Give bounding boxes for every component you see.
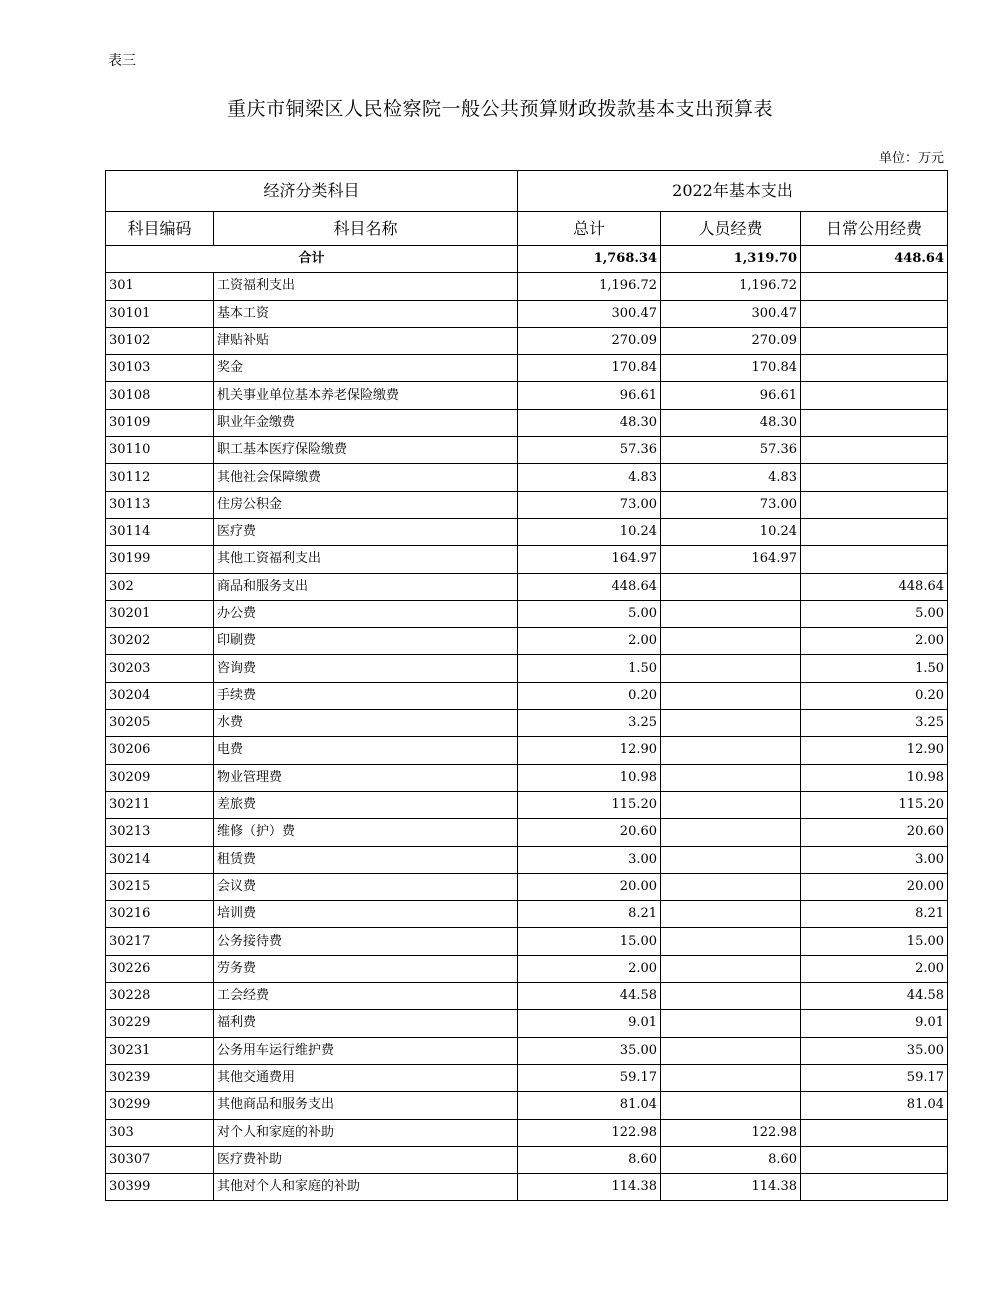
table-row [106, 1064, 948, 1091]
total-total: 1,768.34 [518, 246, 661, 273]
row-personnel: 1,196.72 [661, 273, 801, 300]
row-public [801, 300, 948, 327]
row-name: 商品和服务支出 [214, 573, 518, 600]
row-personnel: 57.36 [661, 437, 801, 464]
table-row [106, 518, 948, 545]
row-public [801, 491, 948, 518]
row-personnel [661, 1037, 801, 1064]
row-code: 30202 [106, 628, 214, 655]
row-personnel [661, 928, 801, 955]
row-code: 30211 [106, 791, 214, 818]
row-total: 3.00 [518, 846, 661, 873]
row-public: 35.00 [801, 1037, 948, 1064]
row-name: 维修（护）费 [214, 819, 518, 846]
table-row [106, 791, 948, 818]
column-header-public: 日常公用经费 [801, 212, 948, 246]
table-row [106, 300, 948, 327]
row-public [801, 518, 948, 545]
table-row [106, 983, 948, 1010]
row-name: 其他工资福利支出 [214, 546, 518, 573]
row-total: 170.84 [518, 355, 661, 382]
row-personnel [661, 1064, 801, 1091]
table-number-label: 表三 [108, 53, 136, 69]
row-personnel: 114.38 [661, 1174, 801, 1201]
row-name: 职工基本医疗保险缴费 [214, 437, 518, 464]
row-code: 30103 [106, 355, 214, 382]
row-public [801, 1174, 948, 1201]
table-row [106, 819, 948, 846]
row-public: 81.04 [801, 1092, 948, 1119]
header-basic-expenditure-2022: 2022年基本支出 [518, 171, 948, 212]
row-total: 9.01 [518, 1010, 661, 1037]
row-code: 301 [106, 273, 214, 300]
table-row [106, 600, 948, 627]
row-code: 30101 [106, 300, 214, 327]
row-public: 20.60 [801, 819, 948, 846]
row-public [801, 355, 948, 382]
table-row [106, 737, 948, 764]
row-public: 2.00 [801, 628, 948, 655]
row-total: 20.60 [518, 819, 661, 846]
row-personnel: 48.30 [661, 409, 801, 436]
row-name: 租赁费 [214, 846, 518, 873]
row-personnel [661, 955, 801, 982]
row-code: 30226 [106, 955, 214, 982]
table-row [106, 1119, 948, 1146]
row-name: 印刷费 [214, 628, 518, 655]
row-code: 30203 [106, 655, 214, 682]
row-personnel [661, 846, 801, 873]
row-public: 3.25 [801, 710, 948, 737]
row-name: 公务接待费 [214, 928, 518, 955]
row-name: 电费 [214, 737, 518, 764]
header-economic-classification: 经济分类科目 [106, 171, 518, 212]
row-code: 30201 [106, 600, 214, 627]
document-title: 重庆市铜梁区人民检察院一般公共预算财政拨款基本支出预算表 [226, 98, 773, 120]
column-header-code: 科目编码 [106, 212, 214, 246]
row-public: 15.00 [801, 928, 948, 955]
row-total: 122.98 [518, 1119, 661, 1146]
row-public [801, 1146, 948, 1173]
row-code: 30299 [106, 1092, 214, 1119]
row-name: 其他交通费用 [214, 1064, 518, 1091]
row-name: 手续费 [214, 682, 518, 709]
table-row [106, 273, 948, 300]
row-public [801, 327, 948, 354]
row-code: 303 [106, 1119, 214, 1146]
row-total: 96.61 [518, 382, 661, 409]
row-code: 30307 [106, 1146, 214, 1173]
row-code: 302 [106, 573, 214, 600]
row-name: 其他对个人和家庭的补助 [214, 1174, 518, 1201]
row-personnel: 8.60 [661, 1146, 801, 1173]
row-total: 8.60 [518, 1146, 661, 1173]
row-public: 20.00 [801, 873, 948, 900]
row-total: 57.36 [518, 437, 661, 464]
row-name: 住房公积金 [214, 491, 518, 518]
row-code: 30206 [106, 737, 214, 764]
row-public [801, 546, 948, 573]
row-public: 3.00 [801, 846, 948, 873]
row-name: 基本工资 [214, 300, 518, 327]
row-total: 12.90 [518, 737, 661, 764]
row-total: 4.83 [518, 464, 661, 491]
row-name: 培训费 [214, 901, 518, 928]
row-personnel: 10.24 [661, 518, 801, 545]
row-total: 15.00 [518, 928, 661, 955]
total-personnel: 1,319.70 [661, 246, 801, 273]
row-total: 59.17 [518, 1064, 661, 1091]
table-row [106, 710, 948, 737]
row-personnel [661, 1092, 801, 1119]
row-code: 30110 [106, 437, 214, 464]
table-row [106, 928, 948, 955]
row-name: 工资福利支出 [214, 273, 518, 300]
row-public [801, 437, 948, 464]
row-personnel [661, 573, 801, 600]
budget-table [105, 170, 948, 1201]
total-label: 合计 [106, 246, 518, 273]
row-code: 30399 [106, 1174, 214, 1201]
table-row [106, 1146, 948, 1173]
row-total: 73.00 [518, 491, 661, 518]
table-row [106, 628, 948, 655]
row-name: 公务用车运行维护费 [214, 1037, 518, 1064]
row-name: 医疗费 [214, 518, 518, 545]
row-personnel [661, 901, 801, 928]
row-personnel [661, 819, 801, 846]
row-code: 30214 [106, 846, 214, 873]
row-public: 59.17 [801, 1064, 948, 1091]
row-personnel: 270.09 [661, 327, 801, 354]
row-personnel [661, 873, 801, 900]
row-code: 30109 [106, 409, 214, 436]
row-name: 工会经费 [214, 983, 518, 1010]
row-personnel: 96.61 [661, 382, 801, 409]
table-row [106, 846, 948, 873]
row-name: 劳务费 [214, 955, 518, 982]
row-code: 30113 [106, 491, 214, 518]
row-total: 10.24 [518, 518, 661, 545]
table-row [106, 1037, 948, 1064]
row-total: 114.38 [518, 1174, 661, 1201]
row-total: 48.30 [518, 409, 661, 436]
row-name: 办公费 [214, 600, 518, 627]
table-row [106, 682, 948, 709]
row-total: 44.58 [518, 983, 661, 1010]
table-row [106, 409, 948, 436]
table-row [106, 764, 948, 791]
table-row [106, 491, 948, 518]
row-personnel: 122.98 [661, 1119, 801, 1146]
row-total: 300.47 [518, 300, 661, 327]
unit-label: 单位：万元 [878, 151, 944, 166]
total-row [106, 246, 948, 273]
row-total: 1,196.72 [518, 273, 661, 300]
row-personnel [661, 983, 801, 1010]
row-public: 12.90 [801, 737, 948, 764]
row-code: 30228 [106, 983, 214, 1010]
row-personnel: 73.00 [661, 491, 801, 518]
row-public [801, 382, 948, 409]
row-code: 30199 [106, 546, 214, 573]
row-public [801, 1119, 948, 1146]
row-code: 30217 [106, 928, 214, 955]
table-row [106, 955, 948, 982]
row-code: 30102 [106, 327, 214, 354]
table-row [106, 355, 948, 382]
row-personnel [661, 791, 801, 818]
budget-table-body [106, 171, 948, 1201]
row-code: 30114 [106, 518, 214, 545]
row-code: 30216 [106, 901, 214, 928]
row-total: 20.00 [518, 873, 661, 900]
row-personnel: 170.84 [661, 355, 801, 382]
row-name: 咨询费 [214, 655, 518, 682]
row-personnel [661, 764, 801, 791]
column-header-name: 科目名称 [214, 212, 518, 246]
row-personnel [661, 1010, 801, 1037]
row-personnel: 4.83 [661, 464, 801, 491]
row-public: 5.00 [801, 600, 948, 627]
row-code: 30215 [106, 873, 214, 900]
row-public: 44.58 [801, 983, 948, 1010]
row-code: 30213 [106, 819, 214, 846]
table-row [106, 327, 948, 354]
table-row [106, 1174, 948, 1201]
row-total: 2.00 [518, 955, 661, 982]
row-name: 物业管理费 [214, 764, 518, 791]
row-total: 1.50 [518, 655, 661, 682]
row-public: 10.98 [801, 764, 948, 791]
row-personnel [661, 655, 801, 682]
row-public [801, 464, 948, 491]
row-name: 对个人和家庭的补助 [214, 1119, 518, 1146]
total-public: 448.64 [801, 246, 948, 273]
row-total: 81.04 [518, 1092, 661, 1119]
row-code: 30108 [106, 382, 214, 409]
row-name: 水费 [214, 710, 518, 737]
row-name: 机关事业单位基本养老保险缴费 [214, 382, 518, 409]
row-name: 其他社会保障缴费 [214, 464, 518, 491]
table-row [106, 546, 948, 573]
row-total: 5.00 [518, 600, 661, 627]
table-row [106, 1092, 948, 1119]
row-name: 医疗费补助 [214, 1146, 518, 1173]
table-row [106, 382, 948, 409]
row-total: 0.20 [518, 682, 661, 709]
header-row-group [106, 171, 948, 212]
column-header-total: 总计 [518, 212, 661, 246]
row-personnel [661, 628, 801, 655]
row-total: 270.09 [518, 327, 661, 354]
row-public: 9.01 [801, 1010, 948, 1037]
row-code: 30229 [106, 1010, 214, 1037]
row-personnel [661, 710, 801, 737]
row-code: 30205 [106, 710, 214, 737]
header-row-columns [106, 212, 948, 246]
row-personnel [661, 600, 801, 627]
row-name: 其他商品和服务支出 [214, 1092, 518, 1119]
table-row [106, 573, 948, 600]
row-name: 福利费 [214, 1010, 518, 1037]
table-row [106, 437, 948, 464]
row-code: 30209 [106, 764, 214, 791]
row-total: 8.21 [518, 901, 661, 928]
row-total: 448.64 [518, 573, 661, 600]
row-total: 164.97 [518, 546, 661, 573]
row-public: 448.64 [801, 573, 948, 600]
row-personnel: 300.47 [661, 300, 801, 327]
row-public [801, 409, 948, 436]
row-name: 会议费 [214, 873, 518, 900]
row-personnel: 164.97 [661, 546, 801, 573]
row-total: 10.98 [518, 764, 661, 791]
row-total: 3.25 [518, 710, 661, 737]
row-code: 30204 [106, 682, 214, 709]
table-row [106, 873, 948, 900]
row-name: 差旅费 [214, 791, 518, 818]
row-public: 8.21 [801, 901, 948, 928]
row-total: 115.20 [518, 791, 661, 818]
row-code: 30112 [106, 464, 214, 491]
row-public: 2.00 [801, 955, 948, 982]
row-total: 35.00 [518, 1037, 661, 1064]
row-code: 30239 [106, 1064, 214, 1091]
column-header-personnel: 人员经费 [661, 212, 801, 246]
row-name: 职业年金缴费 [214, 409, 518, 436]
table-row [106, 655, 948, 682]
row-name: 奖金 [214, 355, 518, 382]
row-total: 2.00 [518, 628, 661, 655]
table-row [106, 1010, 948, 1037]
table-row [106, 464, 948, 491]
row-personnel [661, 682, 801, 709]
row-public [801, 273, 948, 300]
row-public: 1.50 [801, 655, 948, 682]
row-personnel [661, 737, 801, 764]
row-public: 115.20 [801, 791, 948, 818]
row-public: 0.20 [801, 682, 948, 709]
row-name: 津贴补贴 [214, 327, 518, 354]
table-row [106, 901, 948, 928]
row-code: 30231 [106, 1037, 214, 1064]
